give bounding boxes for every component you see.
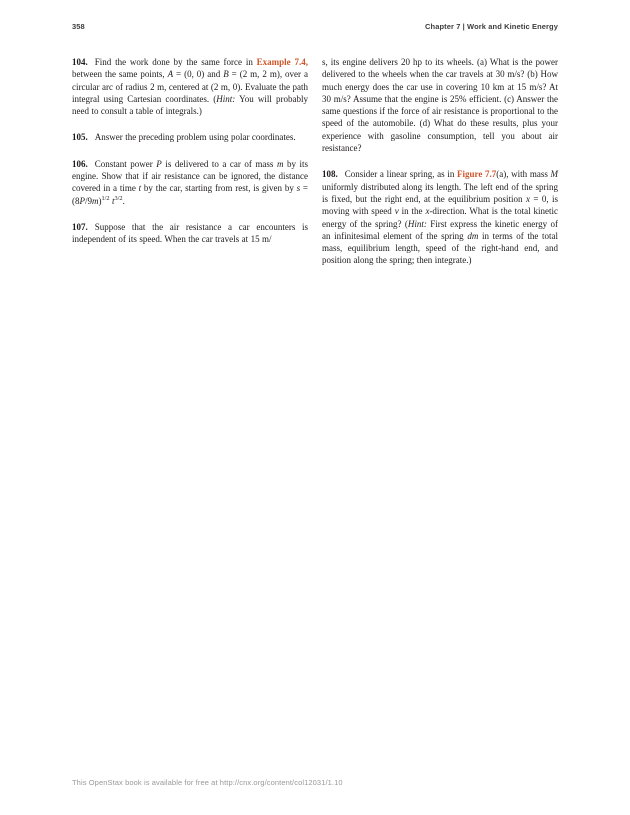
- footer-attribution: [72, 778, 343, 787]
- text-run: by its engine. Show that if air resistance can be ignored, the distance covered in a time: [72, 158, 308, 194]
- text-run: = (8: [72, 183, 308, 206]
- problem-107-continued: [322, 56, 558, 154]
- two-column-body: [72, 56, 558, 281]
- footer-text: This OpenStax book is available for free at http://cnx.org/content/col12031/1.10: [72, 778, 343, 787]
- text-run: m: [276, 158, 284, 169]
- text-run: Hint:: [407, 218, 427, 229]
- text-run: Find the work done by the same force in: [94, 57, 257, 67]
- text-run: 1/2: [101, 194, 110, 202]
- problem-104: [72, 56, 308, 117]
- problem-108: [322, 168, 558, 266]
- text-run: Answer the preceding problem using polar coordinates.: [94, 132, 296, 143]
- text-run: m: [92, 195, 99, 206]
- text-run: v: [394, 206, 399, 217]
- problem-107: [72, 221, 308, 246]
- text-run: First express the kinetic energy of an infinitesimal element of the spring: [322, 218, 558, 241]
- text-run: uniformly distributed along its length. The left end of the spring is fixed, but the right end, at the equilibrium position: [322, 181, 558, 204]
- text-run: /9: [85, 195, 93, 206]
- text-run: = (0, 0) and: [173, 69, 224, 80]
- text-run: 105.: [72, 132, 88, 143]
- text-run: Suppose that the air resistance a car encounters is independent of its speed. When the car travels at 15 m/: [72, 221, 308, 245]
- text-run: is delivered to a car of mass: [161, 158, 277, 169]
- text-run: P: [156, 158, 162, 169]
- text-run: Hint:: [216, 93, 236, 104]
- text-run: (a), with mass: [496, 169, 551, 180]
- text-run: in the: [398, 206, 426, 217]
- text-run: Constant power: [94, 158, 157, 169]
- text-run: t: [112, 195, 115, 206]
- text-run: -direction. What is the total kinetic energy of the spring? (: [322, 206, 559, 229]
- right-column: [322, 56, 558, 281]
- problem-105: [72, 131, 308, 143]
- text-run: dm: [467, 230, 479, 241]
- text-run: .: [122, 195, 125, 206]
- text-run: A: [167, 69, 174, 80]
- text-run: 104.: [72, 57, 88, 67]
- running-head: [72, 22, 558, 31]
- text-run: s, its engine delivers 20 hp to its wheels. (a) What is the power delivered to the wheels when the car travels at 30 m/s? (b) How much energy does the car use in covering 10 km at 15 m/s? At 30 m/s? Assume that the engine is 25% efficient. (c) Answer the same questions if the force of air resistance is proportional to the speed of the automobile. (d) What do these results, plus your experience with gasoline consumption, tell you about air resistance?: [322, 57, 558, 154]
- text-run: M: [550, 169, 558, 180]
- chapter-title: Chapter 7 | Work and Kinetic Energy: [425, 22, 558, 31]
- text-run: 106.: [72, 158, 88, 169]
- text-run: Consider a linear spring, as in: [344, 169, 457, 180]
- text-run: 107.: [72, 221, 88, 232]
- text-run: x: [525, 193, 530, 204]
- text-run: ): [98, 195, 102, 206]
- text-run: P: [79, 195, 85, 206]
- text-run: between the same points,: [72, 69, 168, 80]
- page-number: 358: [72, 22, 85, 31]
- text-run: You will probably need to consult a table of integrals.): [72, 93, 308, 117]
- text-run: t: [138, 183, 142, 194]
- text-run: = 0, is moving with speed: [322, 193, 558, 217]
- text-run: in terms of the total mass, equilibrium length, speed of the right-hand end, and position along the spring; then integrate.): [322, 230, 558, 266]
- text-run: 3/2: [114, 194, 123, 202]
- crossref-link[interactable]: Example 7.4,: [256, 57, 309, 67]
- text-run: B: [223, 69, 229, 80]
- text-run: = (2 m, 2 m), over a circular arc of radius 2 m, centered at (2 m, 0). Evaluate the path integral using Cartesian coordinates. (: [72, 69, 308, 104]
- left-column: [72, 56, 308, 281]
- text-run: 108.: [322, 169, 338, 180]
- text-run: s: [296, 183, 301, 194]
- crossref-link[interactable]: Figure 7.7: [457, 169, 497, 180]
- problem-106: [72, 158, 308, 207]
- text-run: x: [425, 206, 430, 217]
- text-run: by the car, starting from rest, is given by: [141, 183, 297, 194]
